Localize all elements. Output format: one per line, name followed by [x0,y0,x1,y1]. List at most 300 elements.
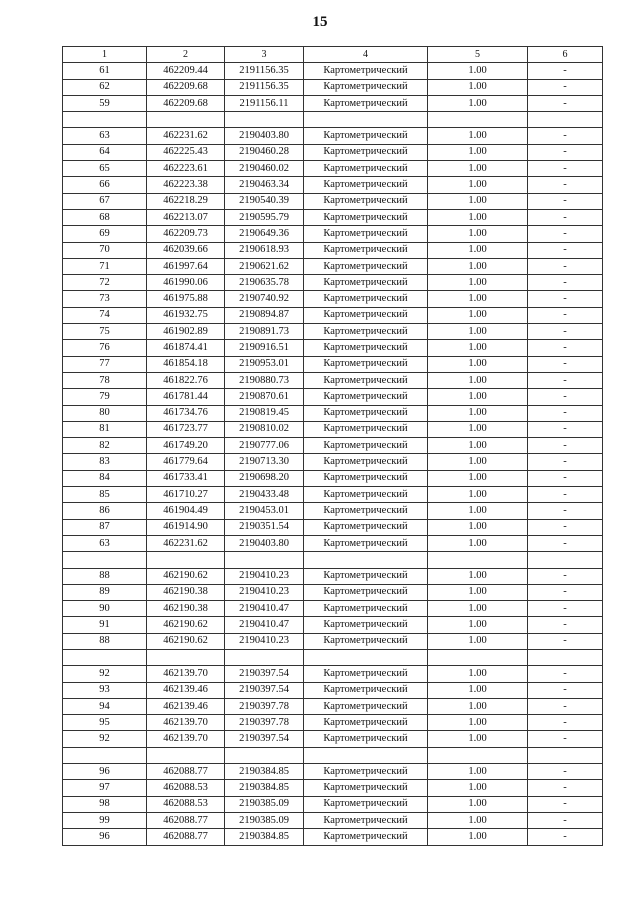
table-cell: 92 [63,666,147,682]
table-cell [225,747,304,763]
table-cell: 73 [63,291,147,307]
table-cell: 75 [63,324,147,340]
table-cell: 461997.64 [147,258,225,274]
table-cell: 88 [63,633,147,649]
table-cell: - [528,421,603,437]
table-cell: - [528,340,603,356]
table-cell: 462190.38 [147,601,225,617]
table-row [63,324,603,340]
table-cell [428,552,528,568]
table-cell: 1.00 [428,63,528,79]
table-cell: Картометрический [304,372,428,388]
table-cell [528,112,603,128]
table-cell: - [528,389,603,405]
table-cell: 1.00 [428,144,528,160]
table-cell: - [528,796,603,812]
table-cell: Картометрический [304,764,428,780]
table-cell: Картометрический [304,405,428,421]
table-cell: 2190410.47 [225,601,304,617]
separator-row [63,552,603,568]
table-cell: 461781.44 [147,389,225,405]
table-cell: 62 [63,79,147,95]
table-cell: - [528,764,603,780]
table-cell [225,112,304,128]
table-cell: 1.00 [428,161,528,177]
table-cell: 2190698.20 [225,470,304,486]
table-cell: 2190460.02 [225,161,304,177]
table-cell: 2190649.36 [225,226,304,242]
table-cell [63,649,147,665]
table-cell [304,112,428,128]
table-cell: 1.00 [428,258,528,274]
table-cell: 462209.68 [147,79,225,95]
table-row [63,601,603,617]
table-cell: 462225.43 [147,144,225,160]
table-row [63,356,603,372]
table-cell: 2190540.39 [225,193,304,209]
table-cell: 97 [63,780,147,796]
table-cell: Картометрический [304,177,428,193]
table-cell: 2190397.54 [225,666,304,682]
table-cell: 96 [63,764,147,780]
table-cell: 2191156.35 [225,63,304,79]
table-cell: 81 [63,421,147,437]
table-cell: - [528,780,603,796]
table-cell: 462088.77 [147,829,225,845]
table-row [63,177,603,193]
table-cell: 462213.07 [147,209,225,225]
table-cell: Картометрический [304,682,428,698]
table-cell: 1.00 [428,356,528,372]
table-cell: 82 [63,438,147,454]
table-cell: 1.00 [428,177,528,193]
table-cell: 59 [63,95,147,111]
table-cell: 461874.41 [147,340,225,356]
table-cell: Картометрический [304,389,428,405]
table-cell: 1.00 [428,666,528,682]
table-cell [304,649,428,665]
table-row [63,633,603,649]
table-row [63,487,603,503]
table-cell: 461904.49 [147,503,225,519]
table-cell: Картометрический [304,715,428,731]
table-row [63,535,603,551]
table-cell: 1.00 [428,340,528,356]
table-cell: Картометрический [304,340,428,356]
table-cell: 2191156.35 [225,79,304,95]
table-cell: Картометрический [304,535,428,551]
table-cell: - [528,63,603,79]
table-cell: 69 [63,226,147,242]
table-cell: 1.00 [428,503,528,519]
table-cell: 2191156.11 [225,95,304,111]
table-cell: - [528,242,603,258]
table-cell: 461932.75 [147,307,225,323]
table-body [63,63,603,845]
table-cell: Картометрический [304,356,428,372]
table-cell: Картометрический [304,144,428,160]
table-cell: 462223.38 [147,177,225,193]
table-row [63,95,603,111]
table-cell: Картометрический [304,79,428,95]
table-cell: Картометрический [304,666,428,682]
table-cell: 462139.46 [147,682,225,698]
table-row [63,405,603,421]
table-cell: - [528,438,603,454]
table-cell: 462139.70 [147,731,225,747]
table-cell: 461734.76 [147,405,225,421]
table-cell: Картометрический [304,226,428,242]
table-cell: 2190397.78 [225,715,304,731]
table-cell [147,112,225,128]
table-cell: 92 [63,731,147,747]
table-cell: - [528,128,603,144]
table-row [63,454,603,470]
table-cell: Картометрический [304,438,428,454]
table-cell [428,747,528,763]
table-row [63,796,603,812]
table-cell: 461710.27 [147,487,225,503]
table-cell: 1.00 [428,242,528,258]
table-cell: - [528,698,603,714]
column-header: 5 [428,47,528,63]
table-cell: 83 [63,454,147,470]
table-cell: 76 [63,340,147,356]
table-cell: Картометрический [304,633,428,649]
table-cell: 2190635.78 [225,275,304,291]
table-cell [528,747,603,763]
table-cell: 462088.77 [147,812,225,828]
table-cell: 1.00 [428,764,528,780]
table-cell: 2190880.73 [225,372,304,388]
table-cell: 74 [63,307,147,323]
table-cell: 72 [63,275,147,291]
table-cell: 2190463.34 [225,177,304,193]
table-cell [63,112,147,128]
table-cell: 2190397.78 [225,698,304,714]
table-cell: Картометрический [304,698,428,714]
table-cell: 63 [63,128,147,144]
table-cell: 1.00 [428,372,528,388]
table-cell: 2190621.62 [225,258,304,274]
table-row [63,470,603,486]
table-cell [63,552,147,568]
table-cell: 71 [63,258,147,274]
table-cell: Картометрический [304,568,428,584]
table-cell: 86 [63,503,147,519]
table-cell: - [528,633,603,649]
column-header: 4 [304,47,428,63]
table-row [63,421,603,437]
table-cell [147,747,225,763]
table-cell: - [528,487,603,503]
table-cell: 1.00 [428,601,528,617]
table-cell: - [528,829,603,845]
column-header: 1 [63,47,147,63]
table-cell: 462088.53 [147,780,225,796]
table-cell: 87 [63,519,147,535]
table-cell: Картометрический [304,812,428,828]
table-cell: - [528,715,603,731]
table-cell: 2190819.45 [225,405,304,421]
table-cell [428,112,528,128]
table-cell: 98 [63,796,147,812]
table-cell: 1.00 [428,568,528,584]
table-cell: - [528,291,603,307]
separator-row [63,747,603,763]
table-cell: Картометрический [304,584,428,600]
table-cell: 2190410.23 [225,568,304,584]
table-cell: 1.00 [428,307,528,323]
table-cell: 93 [63,682,147,698]
table-cell: - [528,209,603,225]
table-cell: 2190403.80 [225,128,304,144]
table-cell: 95 [63,715,147,731]
table-cell [304,747,428,763]
table-cell: 94 [63,698,147,714]
table-cell: 2190953.01 [225,356,304,372]
table-cell: 1.00 [428,454,528,470]
table-row [63,307,603,323]
table-cell: 2190351.54 [225,519,304,535]
table-cell [63,747,147,763]
table-cell: 1.00 [428,209,528,225]
table-cell: - [528,193,603,209]
table-row [63,63,603,79]
table-cell: 1.00 [428,519,528,535]
table-cell: 461723.77 [147,421,225,437]
table-cell: 1.00 [428,812,528,828]
table-cell [225,649,304,665]
header-row [63,47,603,63]
table-cell: - [528,324,603,340]
table-cell: Картометрический [304,519,428,535]
table-cell: - [528,682,603,698]
table-cell: 1.00 [428,731,528,747]
table-cell: 78 [63,372,147,388]
table-cell: 462039.66 [147,242,225,258]
table-cell: 2190397.54 [225,731,304,747]
table-cell: 1.00 [428,389,528,405]
table-cell: 2190460.28 [225,144,304,160]
table-row [63,698,603,714]
table-cell: Картометрический [304,307,428,323]
table-cell: 2190397.54 [225,682,304,698]
table-cell: 96 [63,829,147,845]
table-cell: 88 [63,568,147,584]
table-cell: 2190894.87 [225,307,304,323]
table-cell: - [528,275,603,291]
table-cell: 2190410.23 [225,584,304,600]
table-row [63,389,603,405]
table-row [63,79,603,95]
table-row [63,291,603,307]
table-cell: - [528,356,603,372]
table-cell: 1.00 [428,796,528,812]
table-cell: 2190777.06 [225,438,304,454]
table-cell: - [528,731,603,747]
table-cell: 79 [63,389,147,405]
table-row [63,340,603,356]
table-row [63,682,603,698]
table-cell: 1.00 [428,780,528,796]
table-cell: 2190384.85 [225,829,304,845]
table-row [63,568,603,584]
table-cell: 461733.41 [147,470,225,486]
table-cell: 1.00 [428,715,528,731]
table-cell: 99 [63,812,147,828]
table-cell: 462231.62 [147,128,225,144]
table-cell: 64 [63,144,147,160]
table-cell [225,552,304,568]
table-cell: - [528,144,603,160]
table-cell: 462139.70 [147,666,225,682]
table-cell: 1.00 [428,405,528,421]
table-cell: 2190810.02 [225,421,304,437]
table-cell: 2190410.23 [225,633,304,649]
table-cell: 461914.90 [147,519,225,535]
table-cell: 2190385.09 [225,796,304,812]
table-row [63,617,603,633]
column-header: 6 [528,47,603,63]
table-cell: 80 [63,405,147,421]
table-cell: - [528,470,603,486]
table-cell: 2190916.51 [225,340,304,356]
table-cell: - [528,454,603,470]
table-cell: Картометрический [304,731,428,747]
table-cell: - [528,177,603,193]
table-cell: Картометрический [304,829,428,845]
table-cell: 462218.29 [147,193,225,209]
table-cell: 1.00 [428,226,528,242]
table-row [63,519,603,535]
table-cell: 1.00 [428,698,528,714]
table-cell: 461779.64 [147,454,225,470]
table-row [63,275,603,291]
table-cell: 2190870.61 [225,389,304,405]
table-cell: - [528,666,603,682]
table-cell: 1.00 [428,584,528,600]
table-cell: 91 [63,617,147,633]
table-cell: - [528,307,603,323]
table-cell: 66 [63,177,147,193]
table-cell: Картометрический [304,421,428,437]
table-cell: Картометрический [304,617,428,633]
table-cell: 461902.89 [147,324,225,340]
table-cell: Картометрический [304,503,428,519]
table-cell: - [528,503,603,519]
table-cell: 1.00 [428,79,528,95]
table-cell: 63 [63,535,147,551]
table-cell: 70 [63,242,147,258]
table-cell: 462139.46 [147,698,225,714]
table-cell: 2190433.48 [225,487,304,503]
table-row [63,226,603,242]
table-cell: 1.00 [428,470,528,486]
table-cell: Картометрический [304,193,428,209]
table-cell: 1.00 [428,682,528,698]
table-cell: Картометрический [304,275,428,291]
table-cell: 1.00 [428,535,528,551]
column-header: 3 [225,47,304,63]
table-cell: 2190713.30 [225,454,304,470]
table-cell [428,649,528,665]
table-cell: 462088.77 [147,764,225,780]
table-cell: 461854.18 [147,356,225,372]
table-cell: 61 [63,63,147,79]
table-cell: Картометрический [304,601,428,617]
table-cell: - [528,258,603,274]
table-cell: - [528,405,603,421]
table-cell: Картометрический [304,63,428,79]
table-cell: 1.00 [428,291,528,307]
table-row [63,731,603,747]
table-cell: - [528,372,603,388]
table-cell: 2190384.85 [225,764,304,780]
table-row [63,372,603,388]
separator-row [63,112,603,128]
table-cell: 461975.88 [147,291,225,307]
table-row [63,812,603,828]
table-row [63,829,603,845]
table-cell: - [528,812,603,828]
table-cell: - [528,161,603,177]
table-cell: Картометрический [304,95,428,111]
table-cell: 77 [63,356,147,372]
table-row [63,242,603,258]
table-cell: Картометрический [304,780,428,796]
table-row [63,666,603,682]
table-row [63,161,603,177]
table-row [63,209,603,225]
table-cell: 1.00 [428,275,528,291]
table-cell: 462139.70 [147,715,225,731]
table-cell: 2190595.79 [225,209,304,225]
table-cell: 1.00 [428,633,528,649]
table-row [63,764,603,780]
table-cell: Картометрический [304,796,428,812]
table-cell: Картометрический [304,291,428,307]
table-cell [147,649,225,665]
table-cell: 1.00 [428,487,528,503]
table-cell: 1.00 [428,95,528,111]
table-cell: Картометрический [304,324,428,340]
table-row [63,193,603,209]
table-cell: 462190.62 [147,633,225,649]
table-cell: Картометрический [304,258,428,274]
table-cell: 1.00 [428,617,528,633]
table-cell: 462209.44 [147,63,225,79]
table-cell: 462190.62 [147,568,225,584]
table-cell: 1.00 [428,421,528,437]
table-cell: 85 [63,487,147,503]
table-cell: 65 [63,161,147,177]
table-cell: 462231.62 [147,535,225,551]
table-cell: 2190453.01 [225,503,304,519]
table-cell: - [528,226,603,242]
table-cell: 84 [63,470,147,486]
table-cell [528,552,603,568]
table-cell: - [528,95,603,111]
table-cell: 67 [63,193,147,209]
table-cell: Картометрический [304,209,428,225]
table-cell: Картометрический [304,470,428,486]
table-cell: Картометрический [304,242,428,258]
table-cell: 1.00 [428,193,528,209]
table-cell: 1.00 [428,324,528,340]
table-cell: 461990.06 [147,275,225,291]
table-row [63,715,603,731]
